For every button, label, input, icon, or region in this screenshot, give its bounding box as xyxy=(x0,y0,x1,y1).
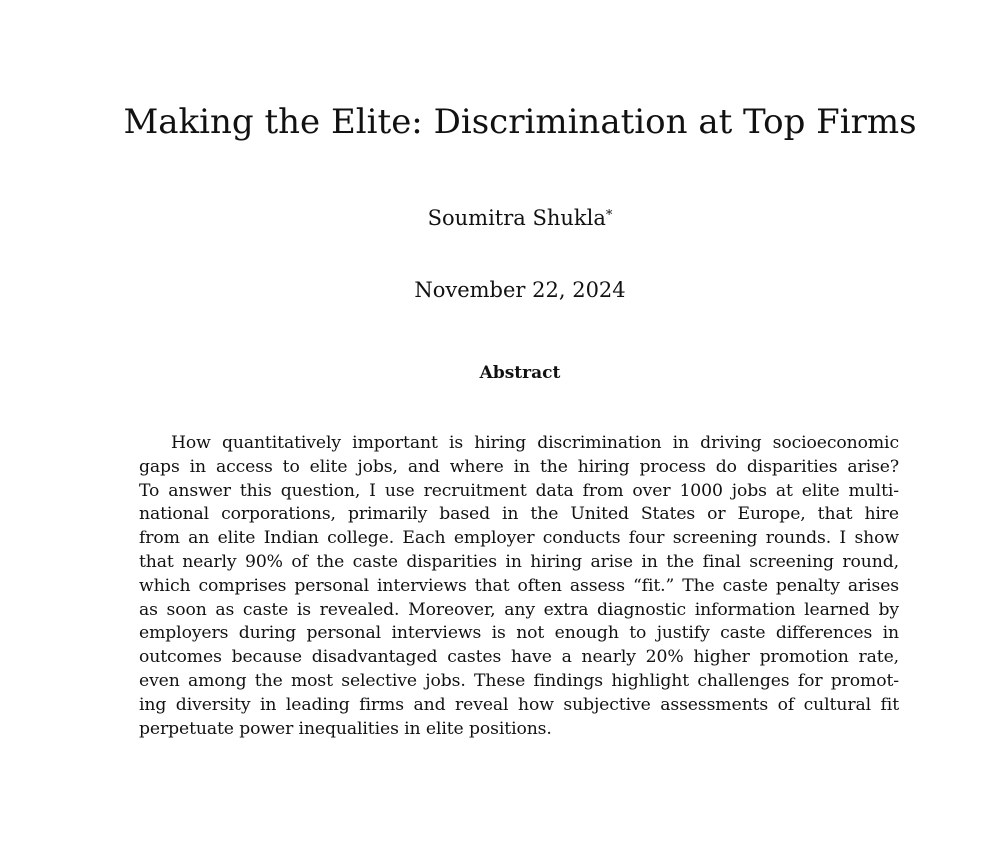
abstract-line: perpetuate power inequalities in elite positions. xyxy=(139,718,552,739)
author-footnote-marker[interactable]: * xyxy=(605,208,613,223)
paper-title: Making the Elite: Discrimination at Top Firms xyxy=(123,102,917,142)
abstract-heading: Abstract xyxy=(479,363,561,383)
author-name: Soumitra Shukla xyxy=(427,206,606,230)
abstract-body xyxy=(139,432,899,741)
abstract-line: How quantitatively important is hiring discrimination in driving socioeconomic xyxy=(171,433,899,453)
author-line xyxy=(0,202,1000,234)
abstract-line: even among the most selective jobs. These findings highlight challenges for promot- xyxy=(139,670,899,691)
abstract-line: outcomes because disadvantaged castes have a nearly 20% higher promotion rate, xyxy=(139,647,899,668)
abstract-line: employers during personal interviews is not enough to justify caste differences in xyxy=(139,623,899,644)
abstract-line: that nearly 90% of the caste disparities in hiring arise in the final screening round, xyxy=(139,551,899,572)
abstract-line: as soon as caste is revealed. Moreover, any extra diagnostic information learned by xyxy=(139,599,899,620)
abstract-line: gaps in access to elite jobs, and where in the hiring process do disparities arise? xyxy=(139,456,899,477)
abstract-line: from an elite Indian college. Each employer conducts four screening rounds. I show xyxy=(139,528,899,549)
abstract-line: ing diversity in leading firms and reveal how subjective assessments of cultural fit xyxy=(139,694,899,715)
paper-date: November 22, 2024 xyxy=(414,278,626,302)
abstract-line: To answer this question, I use recruitment data from over 1000 jobs at elite multi- xyxy=(139,480,899,501)
abstract-line: national corporations, primarily based in the United States or Europe, that hire xyxy=(139,504,899,525)
abstract-line: which comprises personal interviews that often assess “fit.” The caste penalty arises xyxy=(139,575,899,596)
